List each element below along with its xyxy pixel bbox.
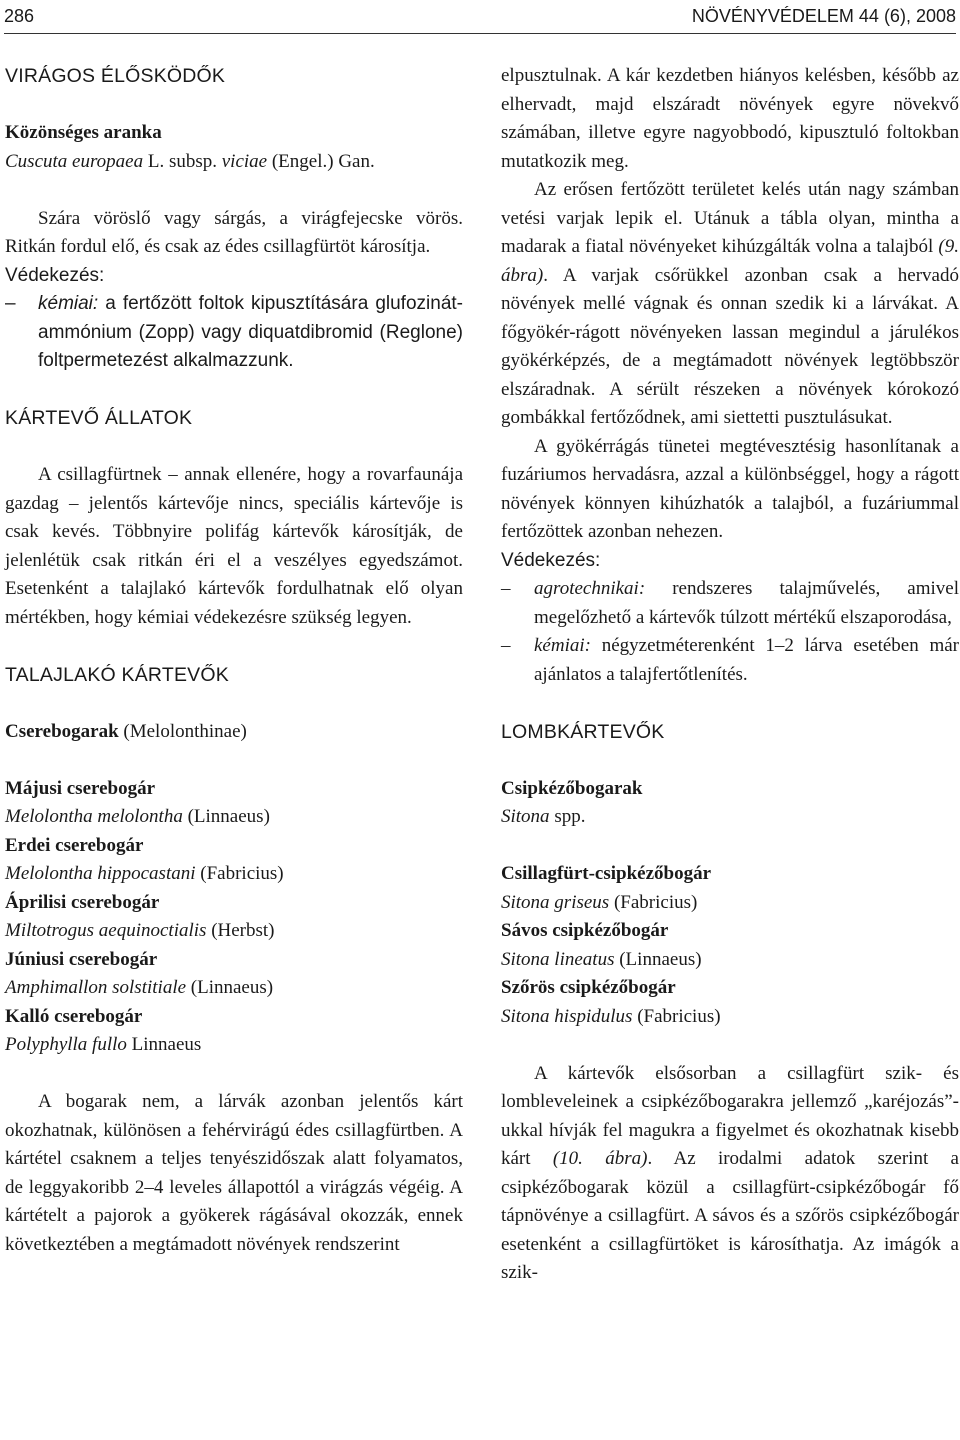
defense-item: – kémiai: a fertőzött foltok kipusztítására glufozinát-ammónium (Zopp) vagy diquatdibromid (Reglone) foltpermetezést alkalmazzunk.: [5, 290, 463, 376]
section-title-parasitic-plants: VIRÁGOS ÉLŐSKÖDŐK: [5, 65, 226, 87]
species-name: Áprilisi cserebogár: [5, 891, 160, 913]
species-latin: Sitona hispidulus (Fabricius): [501, 1005, 721, 1027]
defense-item: – kémiai: négyzetméterenként 1–2 lárva esetében már ajánlatos a talajfertőtlenítés.: [501, 632, 959, 689]
species-latin: Sitona griseus (Fabricius): [501, 891, 698, 913]
section-title-soil-pests: TALAJLAKÓ KÁRTEVŐK: [5, 663, 229, 686]
species-group: Csipkézőbogarak: [501, 777, 643, 799]
species-group: Cserebogarak (Melolonthinae): [5, 720, 247, 742]
species-name: Szőrös csipkézőbogár: [501, 977, 676, 998]
species-name: Közönséges aranka: [5, 122, 162, 143]
species-name: Sávos csipkézőbogár: [501, 920, 669, 941]
section-title-leaf-pests: LOMBKÁRTEVŐK: [501, 720, 665, 743]
species-latin: Cuscuta europaea L. subsp. viciae (Engel.) Gan.: [5, 150, 375, 172]
left-column: [5, 62, 463, 1259]
species-name: Erdei cserebogár: [5, 834, 144, 856]
paragraph: Az erősen fertőzött területet kelés után nagy számban vetési varjak lepik el. Utánuk a tábla olyan, mintha a madarak a fiatal növényeket kihúzgálták volna a talajból (9. ábra). A varjak csőrükkel azonban csak a hervadó növények mellé vágnak és onnan szedik ki a lárvákat. A főgyökér-rágott növényeken lassan megindul a járulékos gyökérképzés, de a megtámadott növények legtöbbször elszáradnak. A sérült részeken a növények kórokozó gombákkal fertőződnek, ami siettetti pusztulásukat.: [501, 179, 959, 428]
page-number: 286: [4, 6, 35, 26]
paragraph: A gyökérrágás tünetei megtévesztésig hasonlítanak a fuzáriumos hervadásra, azzal a különbséggel, hogy a rágott növények könnyen kihúzhatók a talajból, a fuzáriummal fertőzöttek azonban nehezen.: [501, 435, 959, 542]
journal-title: NÖVÉNYVÉDELEM 44 (6), 2008: [691, 6, 956, 26]
defense-label: Védekezés:: [501, 549, 601, 571]
species-latin: Miltotrogus aequinoctialis (Herbst): [5, 920, 275, 941]
species-name: Júniusi cserebogár: [5, 948, 158, 970]
paragraph: A kártevők elsősorban a csillagfürt szik- és lombleveleinek a csipkézőbogarakra jellemző „karéjozás”-ukkal hívják fel magukra a figyelmet és okozhatnak kisebb kárt (10. ábra). Az irodalmi adatok szerint a csipkézőbogarak közül a csillagfürt-csipkézőbogár fő tápnövénye a csillagfürt. A sávos és a szőrös csipkézőbogár esetenként a csillagfürtöket is károsíthatja. Az imágók a szik-: [501, 1062, 959, 1283]
running-header: [4, 4, 956, 30]
species-group-latin: Sitona spp.: [501, 806, 586, 827]
paragraph: A bogarak nem, a lárvák azonban jelentős kárt okozhatnak, különösen a fehérvirágú édes csillagfürtben. A kártétel csaknem a teljes tenyészidőszak alatt folyamatos, de leggyakoribb 2–4 leveles állapottól a virágzás végéig. A kártételt a pajorok a gyökerek rágásával okozzák, ennek következtében a megtámadott növények rendszerint: [5, 1091, 463, 1255]
species-latin: Sitona lineatus (Linnaeus): [501, 948, 702, 970]
species-latin: Polyphylla fullo Linnaeus: [5, 1034, 202, 1055]
paragraph: A csillagfürtnek – annak ellenére, hogy a rovarfaunája gazdag – jelentős kártevője nincs, speciális kártevője is csak kevés. Többnyire polifág kártevők károsítják, de jelenlétük csak ritkán éri el a veszélyes egyedszámot. Esetenként a talajlakó kártevők fordulhatnak elő olyan mértékben, hogy kémiai védekezésre szükség legyen.: [5, 464, 463, 628]
species-latin: Melolontha hippocastani (Fabricius): [5, 863, 284, 884]
right-column: [501, 62, 959, 1288]
species-name: Csillagfürt-csipkézőbogár: [501, 863, 712, 884]
defense-label: Védekezés:: [5, 264, 105, 286]
species-list: [501, 860, 959, 1031]
species-list: [5, 775, 463, 1060]
species-latin: Melolontha melolontha (Linnaeus): [5, 806, 270, 827]
header-rule: [4, 33, 956, 34]
species-name: Májusi cserebogár: [5, 777, 156, 799]
paragraph: elpusztulnak. A kár kezdetben hiányos kelésben, később az elhervadt, majd elszáradt növények egyre növekvő számában, illetve egyre nagyobbodó, kipusztuló foltokban mutatkozik meg.: [501, 65, 959, 172]
species-latin: Amphimallon solstitiale (Linnaeus): [5, 977, 274, 998]
defense-item: – agrotechnikai: rendszeres talajművelés, amivel megelőzhető a kártevők túlzott mértékű elszaporodása,: [501, 575, 959, 632]
figure-reference: (9. ábra): [501, 236, 959, 286]
paragraph: Szára vöröslő vagy sárgás, a virágfejecske vörös. Ritkán fordul elő, és csak az édes csillagfürtöt károsítja.: [5, 207, 463, 257]
species-name: Kalló cserebogár: [5, 1005, 143, 1027]
figure-reference: (10. ábra): [552, 1148, 648, 1169]
section-title-pests: KÁRTEVŐ ÁLLATOK: [5, 407, 193, 429]
